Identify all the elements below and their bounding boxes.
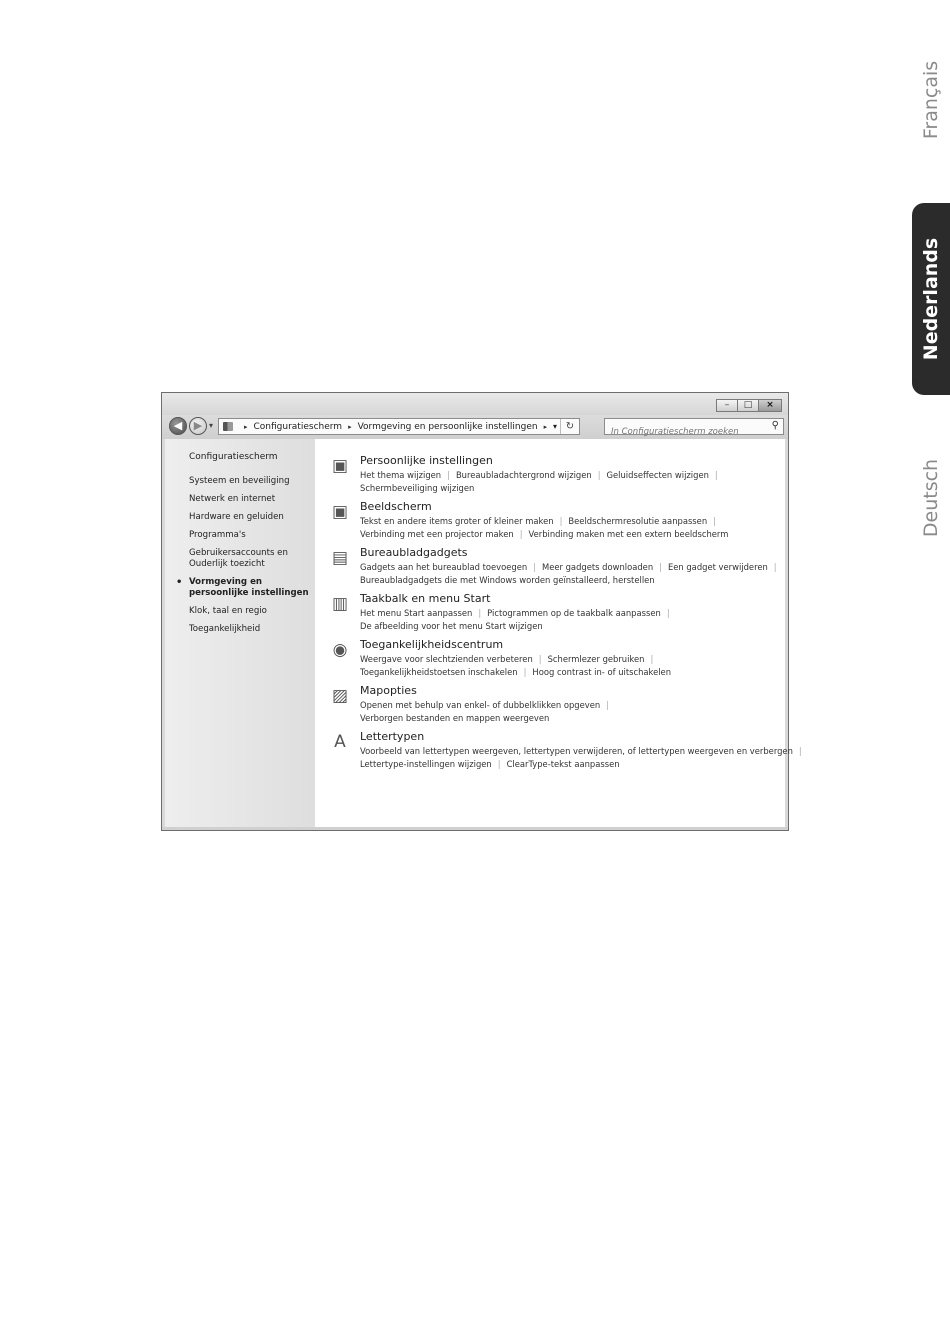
history-dropdown-icon[interactable]: ▾ [209,421,214,430]
category-link[interactable]: Het menu Start aanpassen [360,608,473,618]
sidebar-item-klok[interactable]: Klok, taal en regio [189,606,267,616]
category-link[interactable]: Verborgen bestanden en mappen weergeven [360,712,550,723]
search-icon[interactable]: ⚲ [771,420,779,431]
category-link[interactable]: Beeldschermresolutie aanpassen [568,516,708,526]
category-title[interactable]: Persoonlijke instellingen [360,454,493,467]
taskbar-icon[interactable]: ▥ [331,594,349,614]
accessibility-icon[interactable]: ◉ [332,640,348,660]
category-link[interactable]: Schermbeveiliging wijzigen [360,482,475,493]
refresh-button[interactable]: ↻ [560,419,579,434]
category-links [360,515,780,540]
sidebar-item-toegankelijkheid[interactable]: Toegankelijkheid [189,624,261,634]
category-links [360,699,780,724]
link-divider: | [519,528,523,539]
sidebar-home-link[interactable]: Configuratiescherm [189,452,278,462]
link-divider: | [597,470,601,480]
category-link[interactable]: ClearType-tekst aanpassen [506,758,620,769]
category-link[interactable]: Toegankelijkheidstoetsen inschakelen [360,666,518,677]
category-link[interactable]: Bureaubladachtergrond wijzigen [455,470,592,480]
category-link[interactable]: Meer gadgets downloaden [541,562,654,572]
fonts-icon[interactable]: A [334,732,346,752]
main-panel [315,439,802,827]
breadcrumb-separator-icon[interactable]: ▸ [543,422,548,431]
arrow-left-icon: ◀ [173,419,183,432]
sidebar [165,439,315,827]
category-link[interactable]: Openen met behulp van enkel- of dubbelklikken opgeven [360,700,601,710]
link-divider: | [659,562,662,572]
navigation-bar [162,415,788,439]
link-divider: | [798,746,802,756]
title-bar[interactable] [162,393,788,415]
language-tab-label: Deutsch [920,458,943,537]
content-area [165,439,802,827]
category-link[interactable]: Pictogrammen op de taakbalk aanpassen [487,608,661,618]
link-divider: | [478,608,482,618]
window-bottom-border [162,827,788,830]
category-links [360,561,780,586]
language-tab-label: Nederlands [920,237,943,361]
category-title[interactable]: Mapopties [360,684,417,697]
category-link[interactable]: Geluidseffecten wijzigen [606,470,709,480]
arrow-right-icon: ▶ [193,419,203,432]
sidebar-item-netwerk[interactable]: Netwerk en internet [189,494,276,504]
language-tab-deutsch[interactable] [912,450,950,545]
category-link[interactable]: Tekst en andere items groter of kleiner maken [360,516,554,526]
sidebar-item-programmas[interactable]: Programma's [189,530,246,540]
back-button[interactable] [169,417,187,435]
category-link[interactable]: Verbinding met een projector maken [360,528,514,539]
link-divider: | [713,516,716,526]
search-input[interactable] [605,425,761,440]
link-divider: | [523,666,527,677]
breadcrumb-separator-icon[interactable]: ▸ [244,422,248,431]
link-divider: | [606,700,610,710]
category-link[interactable]: De afbeelding voor het menu Start wijzigen [360,620,543,631]
category-links [360,469,780,494]
link-divider: | [650,654,654,664]
category-link[interactable]: Schermlezer gebruiken [547,654,645,664]
category-title[interactable]: Beeldscherm [360,500,432,513]
control-panel-window [161,392,802,831]
category-title[interactable]: Bureaubladgadgets [360,546,468,559]
breadcrumb-configuratiescherm[interactable]: Configuratiescherm [253,421,343,432]
category-link[interactable]: Lettertype-instellingen wijzigen [360,758,492,769]
forward-button[interactable] [189,417,207,435]
maximize-button[interactable]: □ [737,399,759,412]
link-divider: | [559,516,563,526]
sidebar-item-hardware[interactable]: Hardware en geluiden [189,512,284,522]
display-icon[interactable]: ▣ [331,502,349,522]
minimize-button[interactable]: – [716,399,738,412]
address-bar[interactable] [218,418,580,435]
category-links [360,607,780,632]
sidebar-item-systeem[interactable]: Systeem en beveiliging [189,476,290,486]
language-tab-francais[interactable] [912,55,950,145]
link-divider: | [538,654,542,664]
personalization-icon[interactable]: ▣ [331,456,349,476]
link-divider: | [447,470,450,480]
search-box[interactable] [604,418,784,435]
gadgets-icon[interactable]: ▤ [331,548,349,568]
address-dropdown-icon[interactable]: ▾ [552,422,557,431]
category-link[interactable]: Bureaubladgadgets die met Windows worden geïnstalleerd, herstellen [360,574,655,585]
language-tab-nederlands[interactable] [912,203,950,395]
sidebar-item-gebruikersaccounts[interactable]: Gebruikersaccounts en Ouderlijk toezicht [189,548,288,569]
link-divider: | [714,470,718,480]
sidebar-list [189,476,311,642]
category-link[interactable]: Voorbeeld van lettertypen weergeven, lettertypen verwijderen, of lettertypen weergeven en verbergen [360,746,793,756]
category-title[interactable]: Taakbalk en menu Start [360,592,491,605]
category-link[interactable]: Verbinding maken met een extern beeldscherm [528,528,729,539]
category-link[interactable]: Het thema wijzigen [360,470,442,480]
breadcrumb-vormgeving[interactable]: Vormgeving en persoonlijke instellingen [357,421,538,432]
category-title[interactable]: Lettertypen [360,730,425,743]
language-tab-label: Français [920,60,942,140]
control-panel-icon [223,422,233,431]
category-links [360,653,780,678]
sidebar-item-vormgeving[interactable]: • Vormgeving en persoonlijke instellingen [189,577,311,599]
category-links [360,745,802,770]
category-link[interactable]: Hoog contrast in- of uitschakelen [532,666,672,677]
folder-options-icon[interactable]: ▨ [331,686,349,706]
category-link[interactable]: Weergave voor slechtzienden verbeteren [360,654,533,664]
caption-buttons [716,399,782,412]
category-link[interactable]: Gadgets aan het bureaublad toevoegen [360,562,528,572]
link-divider: | [666,608,670,618]
link-divider: | [773,562,777,572]
close-button[interactable]: × [758,399,782,412]
link-divider: | [497,758,501,769]
link-divider: | [533,562,536,572]
breadcrumb-separator-icon[interactable]: ▸ [348,422,352,431]
category-title[interactable]: Toegankelijkheidscentrum [360,638,504,651]
category-link[interactable]: Een gadget verwijderen [667,562,768,572]
